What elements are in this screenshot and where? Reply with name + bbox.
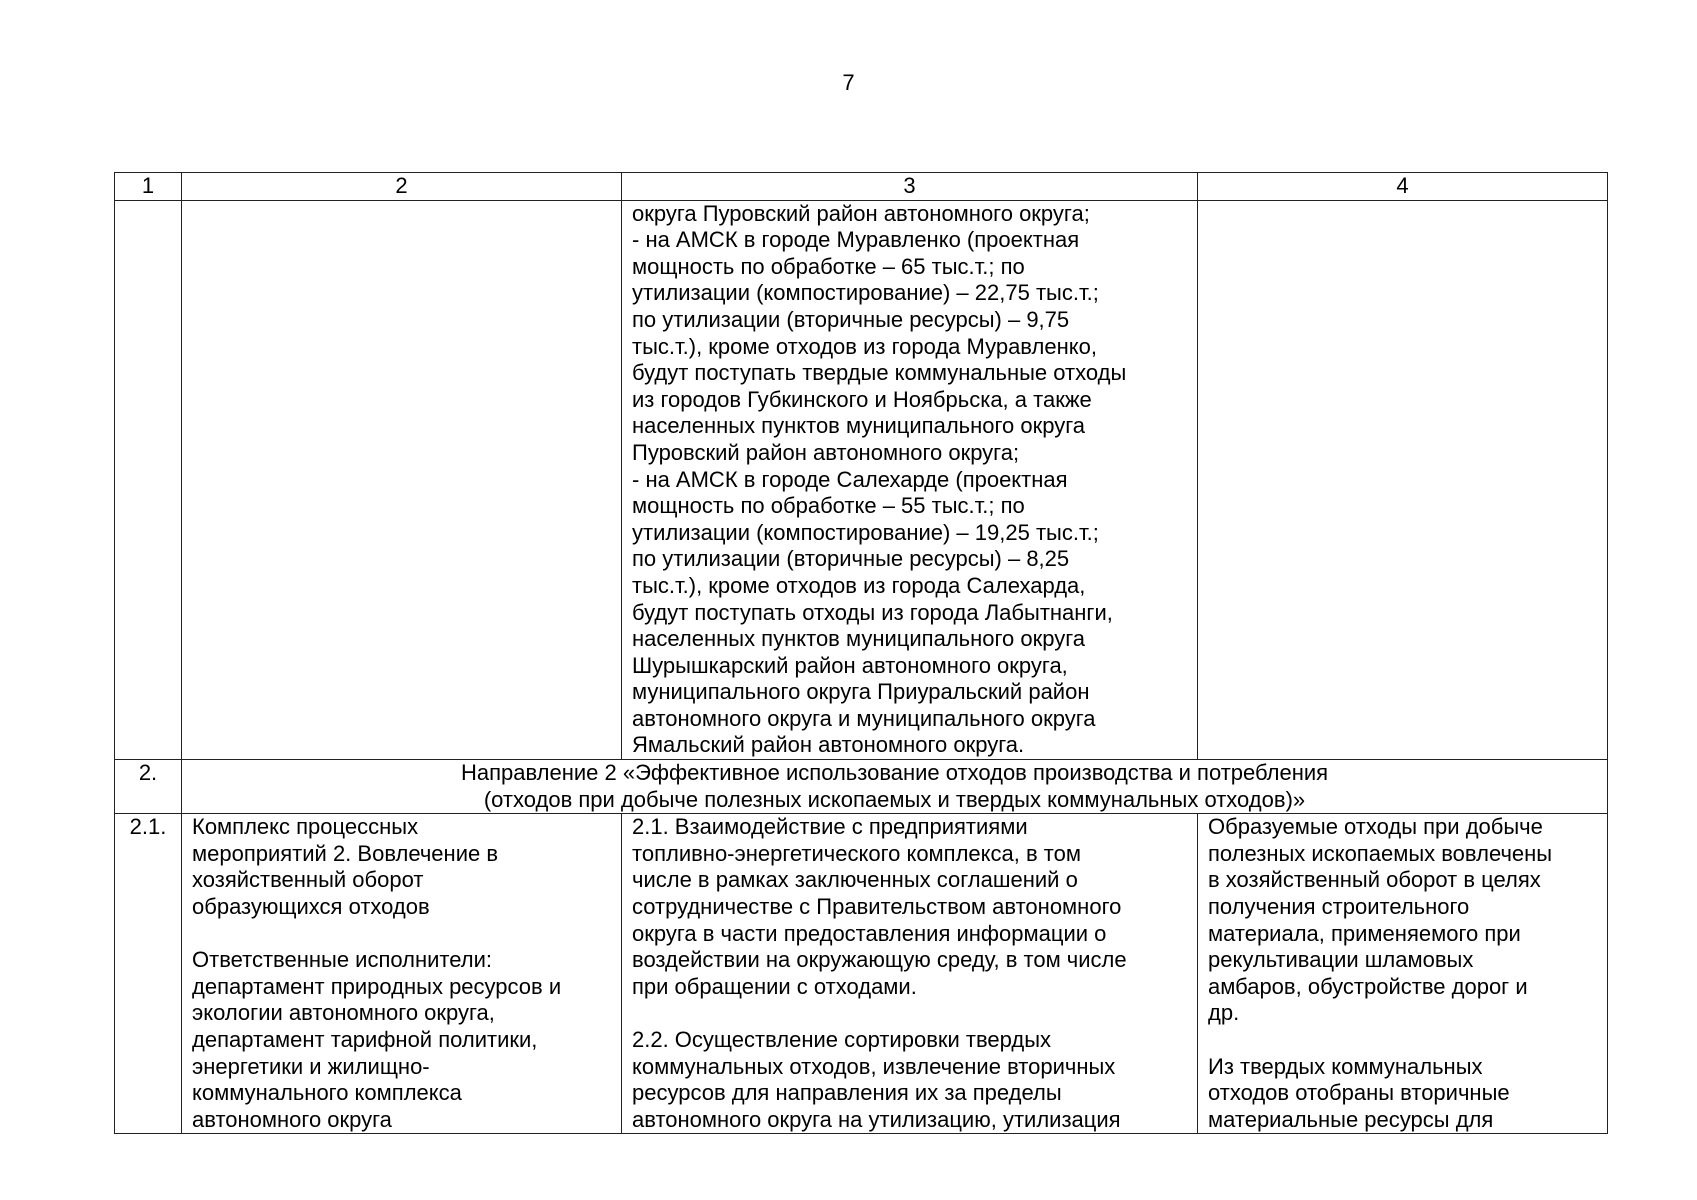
row-2-1-results: Образуемые отходы при добыче полезных ископаемых вовлечены в хозяйственный оборот в целях получения строительного материала, применяемого при рекультивации шламовых амбаров, обустройстве дорог и др. Из твердых коммунальных отходов отобраны вторичные материальные ресурсы для bbox=[1198, 814, 1608, 1134]
row-continued-col-3: округа Пуровский район автономного округа; - на АМСК в городе Муравленко (проектная мощность по обработке – 65 тыс.т.; по утилизации (компостирование) – 22,75 тыс.т.; по утилизации (вторичные ресурсы) – 9,75 тыс.т.), кроме отходов из города Муравленко, будут поступать твердые коммунальные отходы из городов Губкинского и Ноябрьска, а также населенных пунктов муниципального округа Пуровский район автономного округа; - на АМСК в городе Салехарде (проектная мощность по обработке – 55 тыс.т.; по утилизации (компостирование) – 19,25 тыс.т.; по утилизации (вторичные ресурсы) – 8,25 тыс.т.), кроме отходов из города Салехарда, будут поступать отходы из города Лабытнанги, населенных пунктов муниципального округа Шурышкарский район автономного округа, муниципального округа Приуральский район автономного округа и муниципального округа Ямальский район автономного округа. bbox=[622, 200, 1198, 759]
row-2-1-measures: 2.1. Взаимодействие с предприятиями топливно-энергетического комплекса, в том числе в рамках заключенных соглашений о сотрудничестве с Правительством автономного округа в части предоставления информации о воздействии на окружающую среду, в том числе при обращении с отходами. 2.2. Осуществление сортировки твердых коммунальных отходов, извлечение вторичных ресурсов для направления их за пределы автономного округа на утилизацию, утилизация bbox=[622, 814, 1198, 1134]
header-col-1: 1 bbox=[115, 173, 182, 201]
header-col-3: 3 bbox=[622, 173, 1198, 201]
row-continued-col-1 bbox=[115, 200, 182, 759]
header-col-4: 4 bbox=[1198, 173, 1608, 201]
table-header-row bbox=[115, 173, 1608, 201]
measures-table bbox=[114, 172, 1608, 1134]
table-row-continued bbox=[115, 200, 1608, 759]
table-row-direction-2 bbox=[115, 760, 1608, 814]
page-number: 7 bbox=[842, 70, 855, 95]
direction-number: 2. bbox=[115, 760, 182, 814]
header-col-2: 2 bbox=[182, 173, 622, 201]
row-continued-col-2 bbox=[182, 200, 622, 759]
row-2-1-complex: Комплекс процессных мероприятий 2. Вовлечение в хозяйственный оборот образующихся отходов Ответственные исполнители: департамент природных ресурсов и экологии автономного округа, департамент тарифной политики, энергетики и жилищно- коммунального комплекса автономного округа bbox=[182, 814, 622, 1134]
table-row-2-1 bbox=[115, 814, 1608, 1134]
direction-title: Направление 2 «Эффективное использование отходов производства и потребления (отходов при добыче полезных ископаемых и твердых коммунальных отходов)» bbox=[182, 760, 1608, 814]
row-2-1-number: 2.1. bbox=[115, 814, 182, 1134]
row-continued-col-4 bbox=[1198, 200, 1608, 759]
